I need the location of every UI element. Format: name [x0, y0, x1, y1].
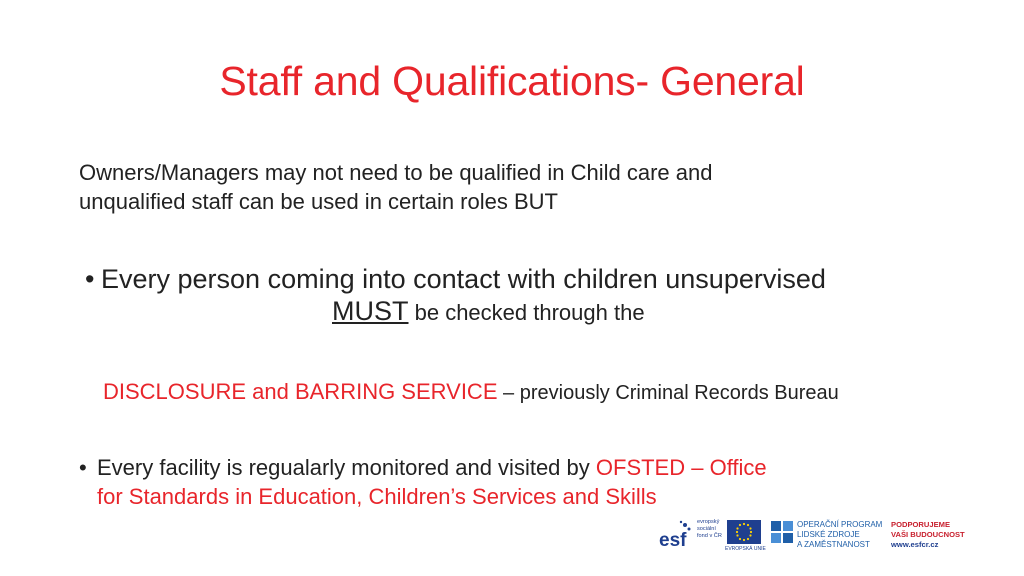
footer-logos [659, 517, 979, 557]
eu-caption: EVROPSKÁ UNIE [725, 546, 766, 552]
bullet-1-line-2 [332, 296, 645, 327]
op-program-icon [771, 521, 793, 543]
support-caption: PODPORUJEME VAŠI BUDOUCNOST www.esfcr.cz [891, 520, 965, 549]
intro-line-1: Owners/Managers may not need to be qualified in Child care and [79, 160, 713, 185]
dbs-previous-name: – previously Criminal Records Bureau [497, 382, 839, 404]
slide-title: Staff and Qualifications- General [219, 58, 805, 104]
must-emphasis: MUST [332, 296, 409, 326]
op-caption: OPERAČNÍ PROGRAM LIDSKÉ ZDROJE A ZAMĚSTNANOST [797, 520, 883, 549]
dbs-line [103, 379, 839, 405]
esf-logo-icon [659, 519, 693, 553]
bullet-2-text: Every facility is regualarly monitored and visited by [97, 455, 596, 480]
bullet-2-line-1 [97, 453, 767, 482]
ofsted-label-end: for Standards in Education, Children’s Services and Skills [97, 484, 657, 509]
svg-text:esf: esf [659, 530, 687, 551]
intro-line-2: unqualified staff can be used in certain roles BUT [79, 189, 558, 214]
dbs-label: DISCLOSURE and BARRING SERVICE [103, 379, 498, 404]
intro-paragraph [79, 158, 959, 216]
ofsted-label-start: OFSTED – Office [595, 455, 767, 480]
eu-flag-icon [727, 520, 761, 544]
bullet-dot-icon: • [79, 455, 87, 480]
bullet-1-line-2-rest: be checked through the [408, 300, 645, 325]
bullet-dot-icon: • [85, 264, 95, 294]
esf-url: www.esfcr.cz [891, 540, 939, 549]
esf-caption: evropský sociální fond v ČR [697, 519, 722, 539]
bullet-1-line-1: Every person coming into contact with children unsupervised [101, 264, 826, 294]
